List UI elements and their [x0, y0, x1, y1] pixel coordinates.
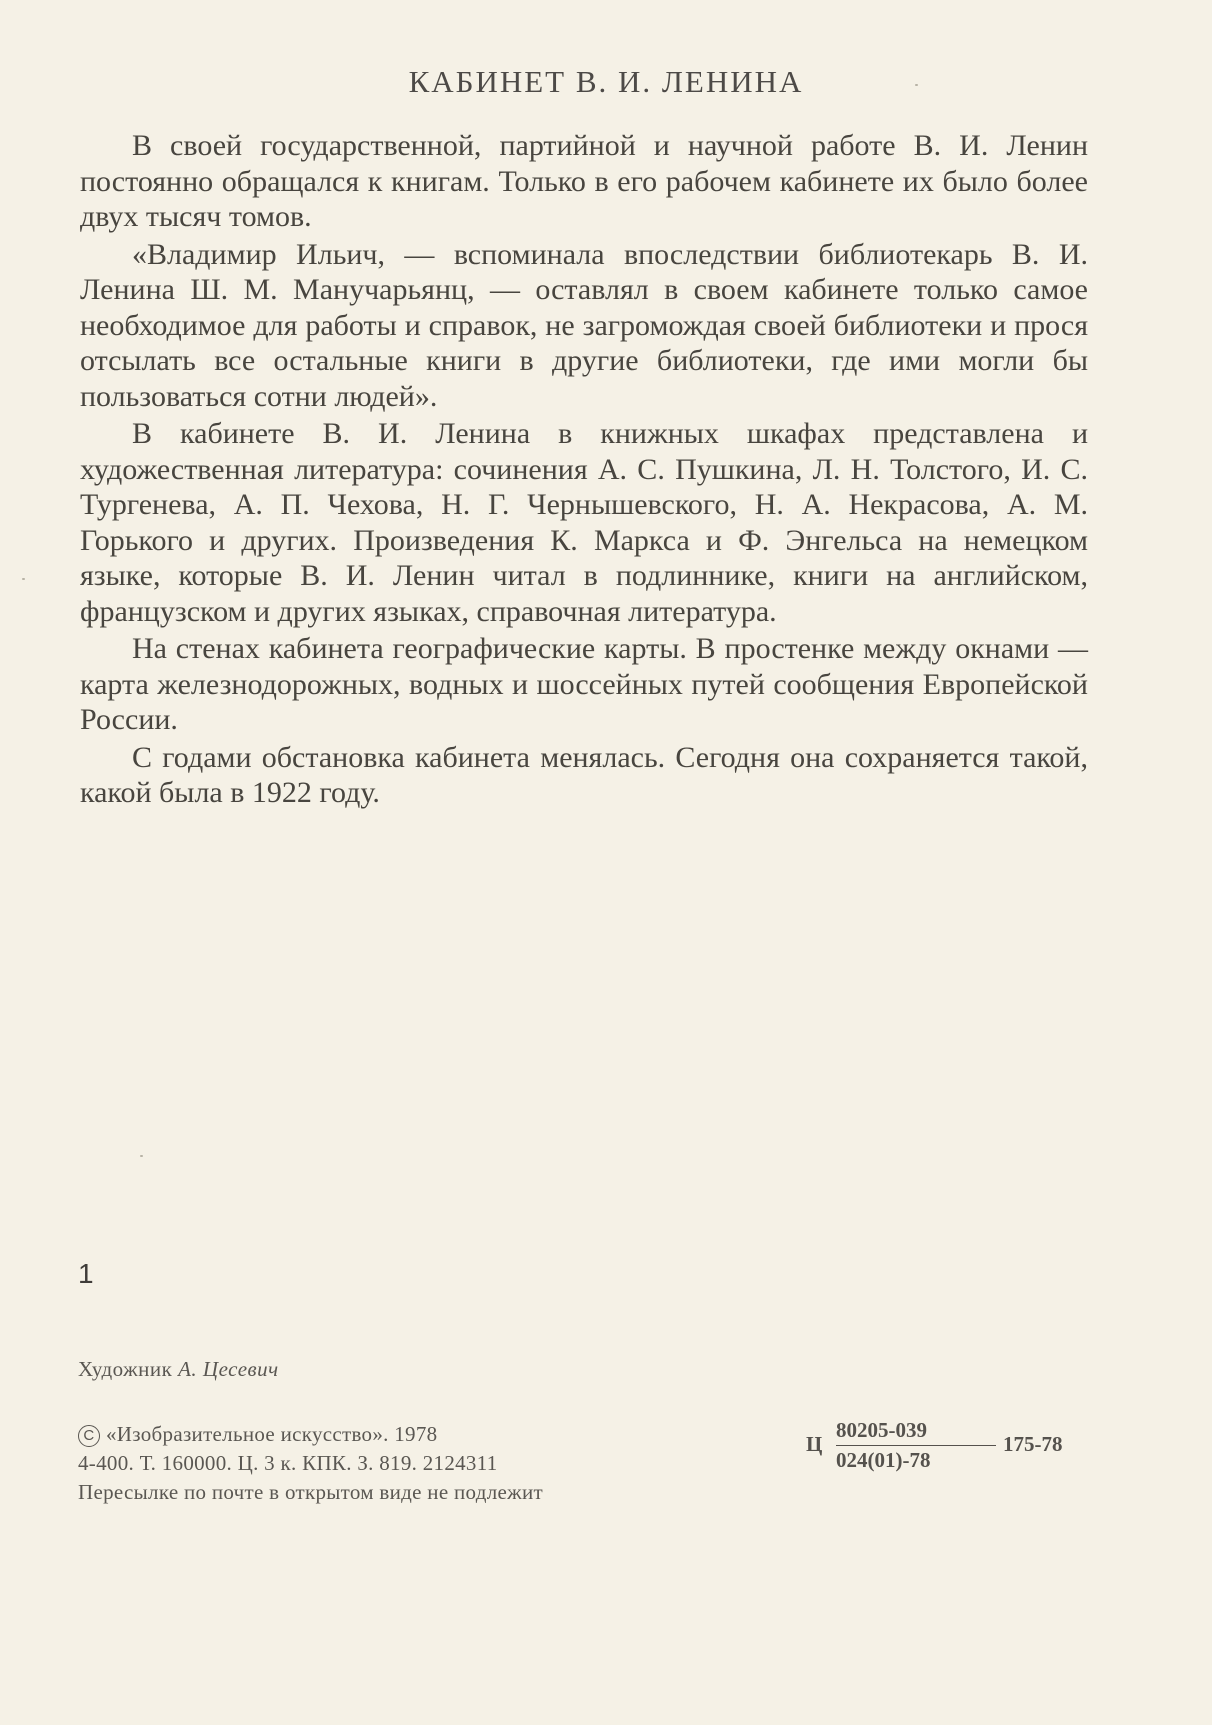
index-suffix: 175-78	[1003, 1432, 1063, 1456]
publication-index-code	[806, 1418, 1096, 1498]
artist-credit	[78, 1357, 279, 1382]
page-number: 1	[78, 1258, 94, 1289]
publisher-name: «Изобразительное искусство». 1978	[106, 1422, 438, 1446]
paragraph-4: На стенах кабинета географические карты. В простенке между окнами — карта железнодорожных, водных и шоссейных путей сообщения Европейской России.	[80, 632, 1088, 736]
article-body	[80, 128, 1088, 813]
index-denominator: 024(01)-78	[836, 1448, 931, 1472]
paper-speck	[915, 84, 918, 86]
copyright-line	[78, 1420, 543, 1449]
index-numerator: 80205-039	[836, 1418, 927, 1442]
index-prefix: Ц	[806, 1432, 823, 1456]
paper-speck	[140, 1155, 143, 1157]
artist-name: А. Цесевич	[178, 1357, 279, 1381]
paper-speck	[22, 578, 25, 580]
copyright-icon: C	[78, 1425, 100, 1447]
artist-label: Художник	[78, 1357, 173, 1381]
fraction-line	[836, 1445, 996, 1446]
paragraph-2: «Владимир Ильич, — вспоминала впоследствии библиотекарь В. И. Ленина Ш. М. Манучарьянц, — оставлял в своем кабинете только самое необходимое для работы и справок, не загромождая своей библиотеки и прося отсылать все остальные книги в другие библиотеки, где ими могли бы пользоваться сотни людей».	[80, 237, 1088, 413]
paragraph-3: В кабинете В. И. Ленина в книжных шкафах представлена и художественная литература: сочинения А. С. Пушкина, Л. Н. Толстого, И. С. Тургенева, А. П. Чехова, Н. Г. Чернышевского, Н. А. Некрасова, А. М. Горького и других. Произведения К. Маркса и Ф. Энгельса на немецком языке, которые В. И. Ленин читал в подлиннике, книги на английском, французском и других языках, справочная литература.	[80, 417, 1088, 628]
print-data-line: 4-400. Т. 160000. Ц. 3 к. КПК. З. 819. 2124311	[78, 1451, 498, 1475]
paragraph-5: С годами обстановка кабинета менялась. Сегодня она сохраняется такой, какой была в 1922 году.	[80, 740, 1088, 809]
mailing-note-line: Пересылке по почте в открытом виде не подлежит	[78, 1480, 543, 1504]
imprint-block	[78, 1420, 543, 1507]
page-title: КАБИНЕТ В. И. ЛЕНИНА	[408, 64, 804, 99]
paragraph-1: В своей государственной, партийной и научной работе В. И. Ленин постоянно обращался к книгам. Только в его рабочем кабинете их было более двух тысяч томов.	[80, 129, 1088, 233]
